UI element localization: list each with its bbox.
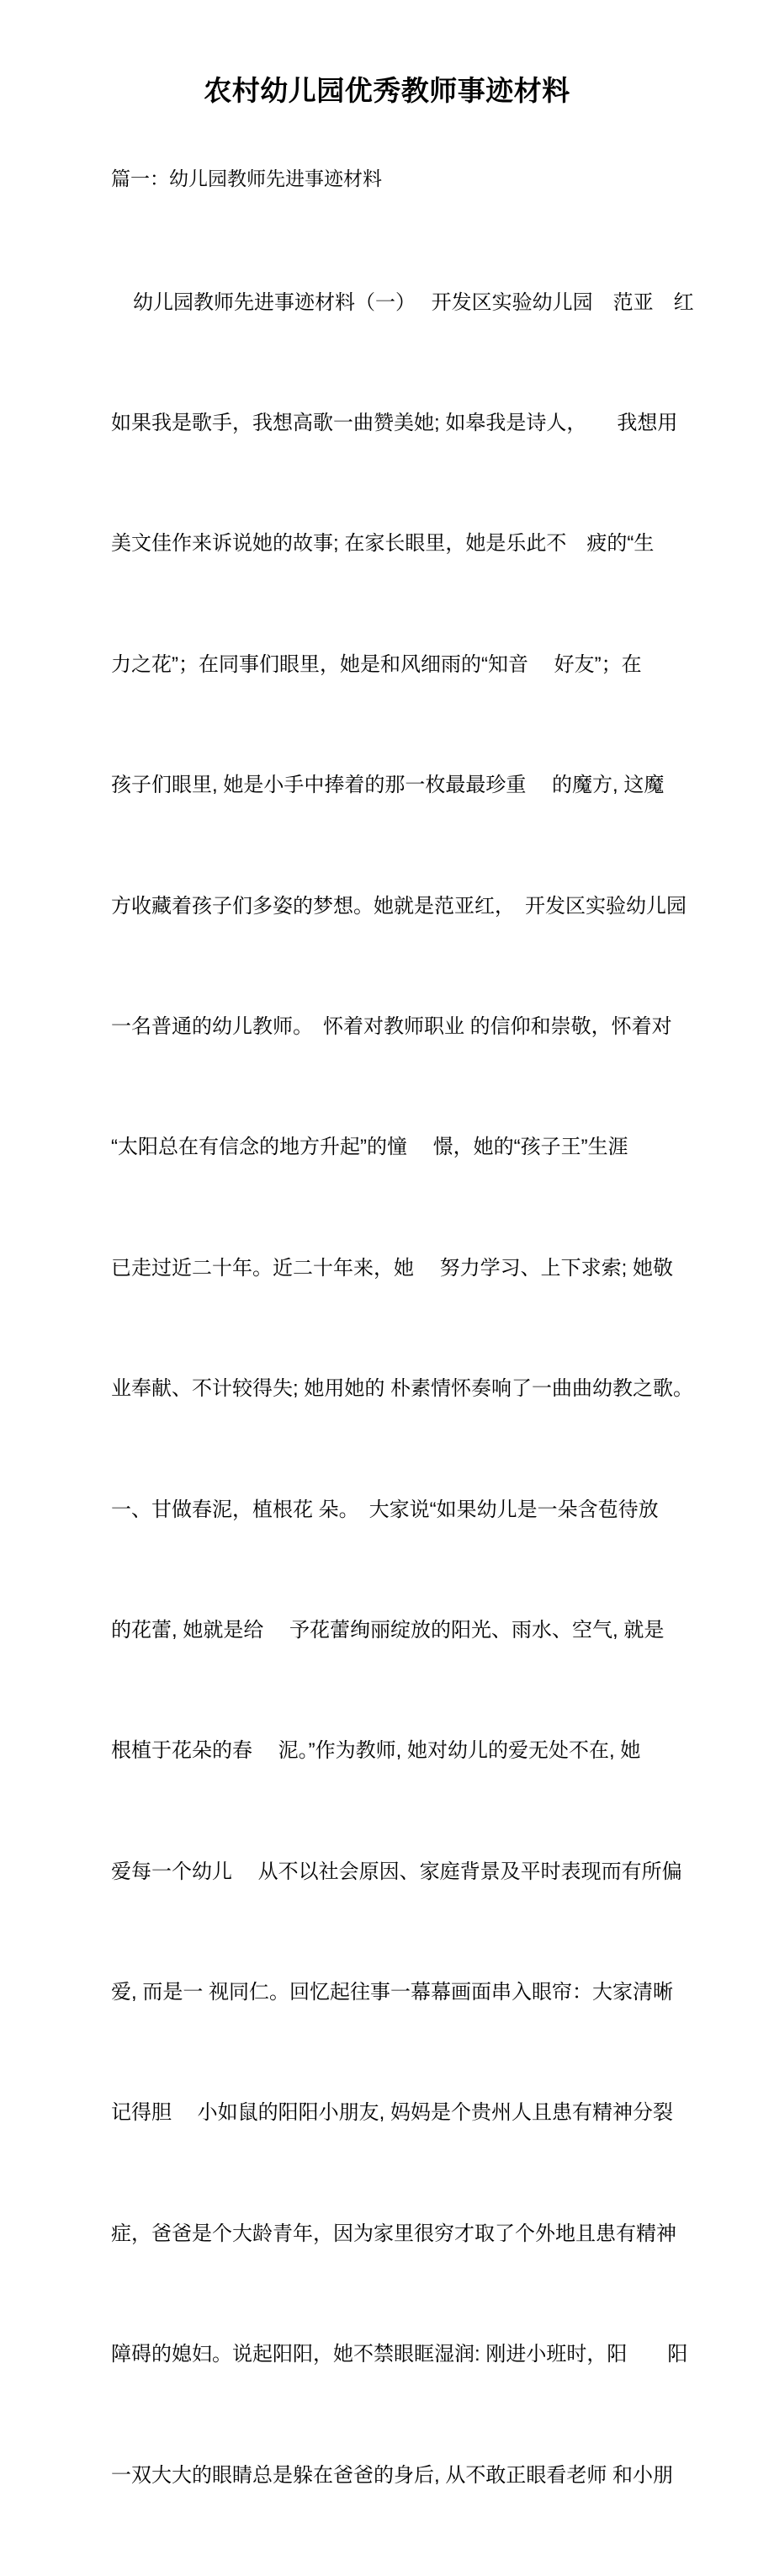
section-heading: 篇一：幼儿园教师先进事迹材料 bbox=[111, 168, 382, 189]
body-line: 的花蕾, 她就是给 予花蕾绚丽绽放的阳光、雨水、空气, 就是 bbox=[111, 1618, 665, 1642]
body-line: 一名普通的幼儿教师。 怀着对教师职业 的信仰和崇敬，怀着对 bbox=[111, 1014, 672, 1038]
body-line: 症，爸爸是个大龄青年，因为家里很穷才取了个外地且患有精神 bbox=[111, 2222, 676, 2245]
body-line: 爱每一个幼儿 从不以社会原因、家庭背景及平时表现而有所偏 bbox=[111, 1860, 682, 1883]
body-line: 孩子们眼里, 她是小手中捧着的那一枚最最珍重 的魔方, 这魔 bbox=[111, 774, 665, 797]
body-line: 如果我是歌手，我想高歌一曲赞美她; 如皋我是诗人， 我想用 bbox=[111, 411, 678, 434]
body-line: 记得胆 小如鼠的阳阳小朋友, 妈妈是个贵州人且患有精神分裂 bbox=[111, 2101, 674, 2125]
body-line: 方收藏着孩子们多姿的梦想。她就是范亚红， 开发区实验幼儿园 bbox=[111, 894, 687, 918]
document-title: 农村幼儿园优秀教师事迹材料 bbox=[204, 75, 570, 106]
body-line: 根植于花朵的春 泥。”作为教师, 她对幼儿的爱无处不在, 她 bbox=[111, 1739, 641, 1763]
body-line: 力之花”；在同事们眼里，她是和风细雨的“知音 好友”；在 bbox=[111, 652, 642, 676]
body-line: 一、甘做春泥，植根花 朵。 大家说“如果幼儿是一朵含苞待放 bbox=[111, 1498, 659, 1521]
body-line: 爱, 而是一 视同仁。回忆起往事一幕幕画面串入眼帘：大家清晰 bbox=[111, 1981, 674, 2004]
body-line: 一双大大的眼睛总是躲在爸爸的身后, 从不敢正眼看老师 和小朋 bbox=[111, 2463, 674, 2487]
document-body bbox=[111, 202, 694, 2576]
body-line: 障碍的媳妇。说起阳阳，她不禁眼眶湿润: 刚进小班时，阳 阳 bbox=[111, 2343, 688, 2366]
body-line: 业奉献、不计较得失; 她用她的 朴素情怀奏响了一曲曲幼教之歌。 bbox=[111, 1377, 694, 1401]
body-line: “太阳总在有信念的地方升起”的憧 憬，她的“孩子王”生涯 bbox=[111, 1136, 628, 1159]
body-line: 幼儿园教师先进事迹材料（一） 开发区实验幼儿园 范亚 红 bbox=[133, 290, 694, 314]
body-line: 美文佳作来诉说她的故事; 在家长眼里，她是乐此不 疲的“生 bbox=[111, 532, 655, 556]
body-line: 已走过近二十年。近二十年来，她 努力学习、上下求索; 她敬 bbox=[111, 1256, 674, 1280]
